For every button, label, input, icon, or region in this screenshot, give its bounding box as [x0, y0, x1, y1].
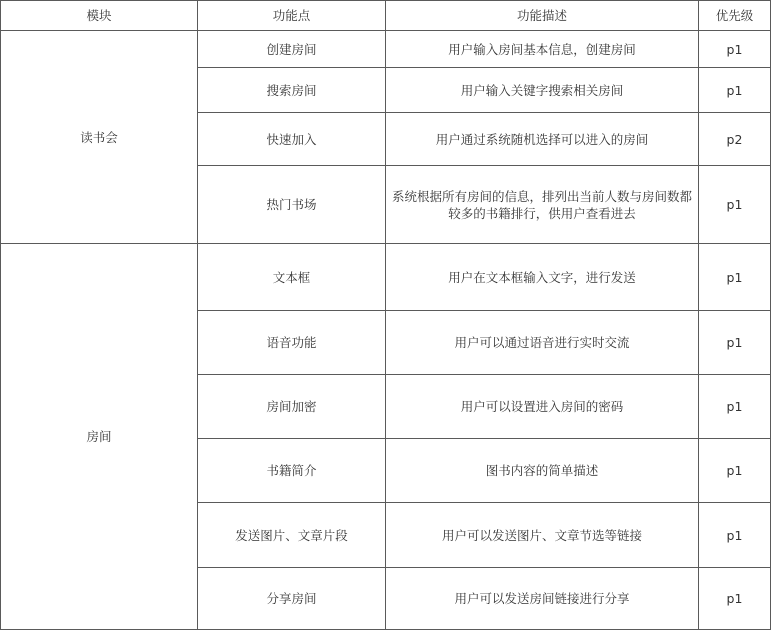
feature-cell: 热门书场 [198, 166, 386, 244]
priority-cell: p1 [699, 503, 771, 568]
priority-cell: p1 [699, 311, 771, 375]
priority-cell: p1 [699, 439, 771, 503]
feature-cell: 搜索房间 [198, 68, 386, 113]
priority-cell: p2 [699, 113, 771, 166]
description-cell: 用户可以发送房间链接进行分享 [386, 568, 699, 630]
priority-cell: p1 [699, 244, 771, 311]
description-cell: 用户通过系统随机选择可以进入的房间 [386, 113, 699, 166]
description-cell: 图书内容的简单描述 [386, 439, 699, 503]
table-row [1, 31, 771, 68]
feature-cell: 快速加入 [198, 113, 386, 166]
header-priority: 优先级 [699, 1, 771, 31]
description-cell [386, 166, 699, 244]
feature-cell: 语音功能 [198, 311, 386, 375]
description-cell: 用户可以设置进入房间的密码 [386, 375, 699, 439]
feature-cell: 书籍简介 [198, 439, 386, 503]
description-cell: 用户输入关键字搜索相关房间 [386, 68, 699, 113]
module-cell: 读书会 [1, 31, 198, 244]
feature-cell: 文本框 [198, 244, 386, 311]
header-module: 模块 [1, 1, 198, 31]
priority-cell: p1 [699, 166, 771, 244]
module-cell: 房间 [1, 244, 198, 630]
header-feature: 功能点 [198, 1, 386, 31]
table-row [1, 244, 771, 311]
description-cell: 用户在文本框输入文字，进行发送 [386, 244, 699, 311]
header-description: 功能描述 [386, 1, 699, 31]
priority-cell: p1 [699, 568, 771, 630]
feature-cell: 发送图片、文章片段 [198, 503, 386, 568]
priority-cell: p1 [699, 68, 771, 113]
feature-cell: 分享房间 [198, 568, 386, 630]
description-cell: 用户输入房间基本信息，创建房间 [386, 31, 699, 68]
feature-cell: 创建房间 [198, 31, 386, 68]
description-text: 系统根据所有房间的信息，排列出当前人数与房间数都较多的书籍排行，供用户查看进去 [392, 188, 693, 221]
header-row [1, 1, 771, 31]
priority-cell: p1 [699, 375, 771, 439]
description-cell: 用户可以发送图片、文章节选等链接 [386, 503, 699, 568]
description-cell: 用户可以通过语音进行实时交流 [386, 311, 699, 375]
priority-cell: p1 [699, 31, 771, 68]
feature-cell: 房间加密 [198, 375, 386, 439]
